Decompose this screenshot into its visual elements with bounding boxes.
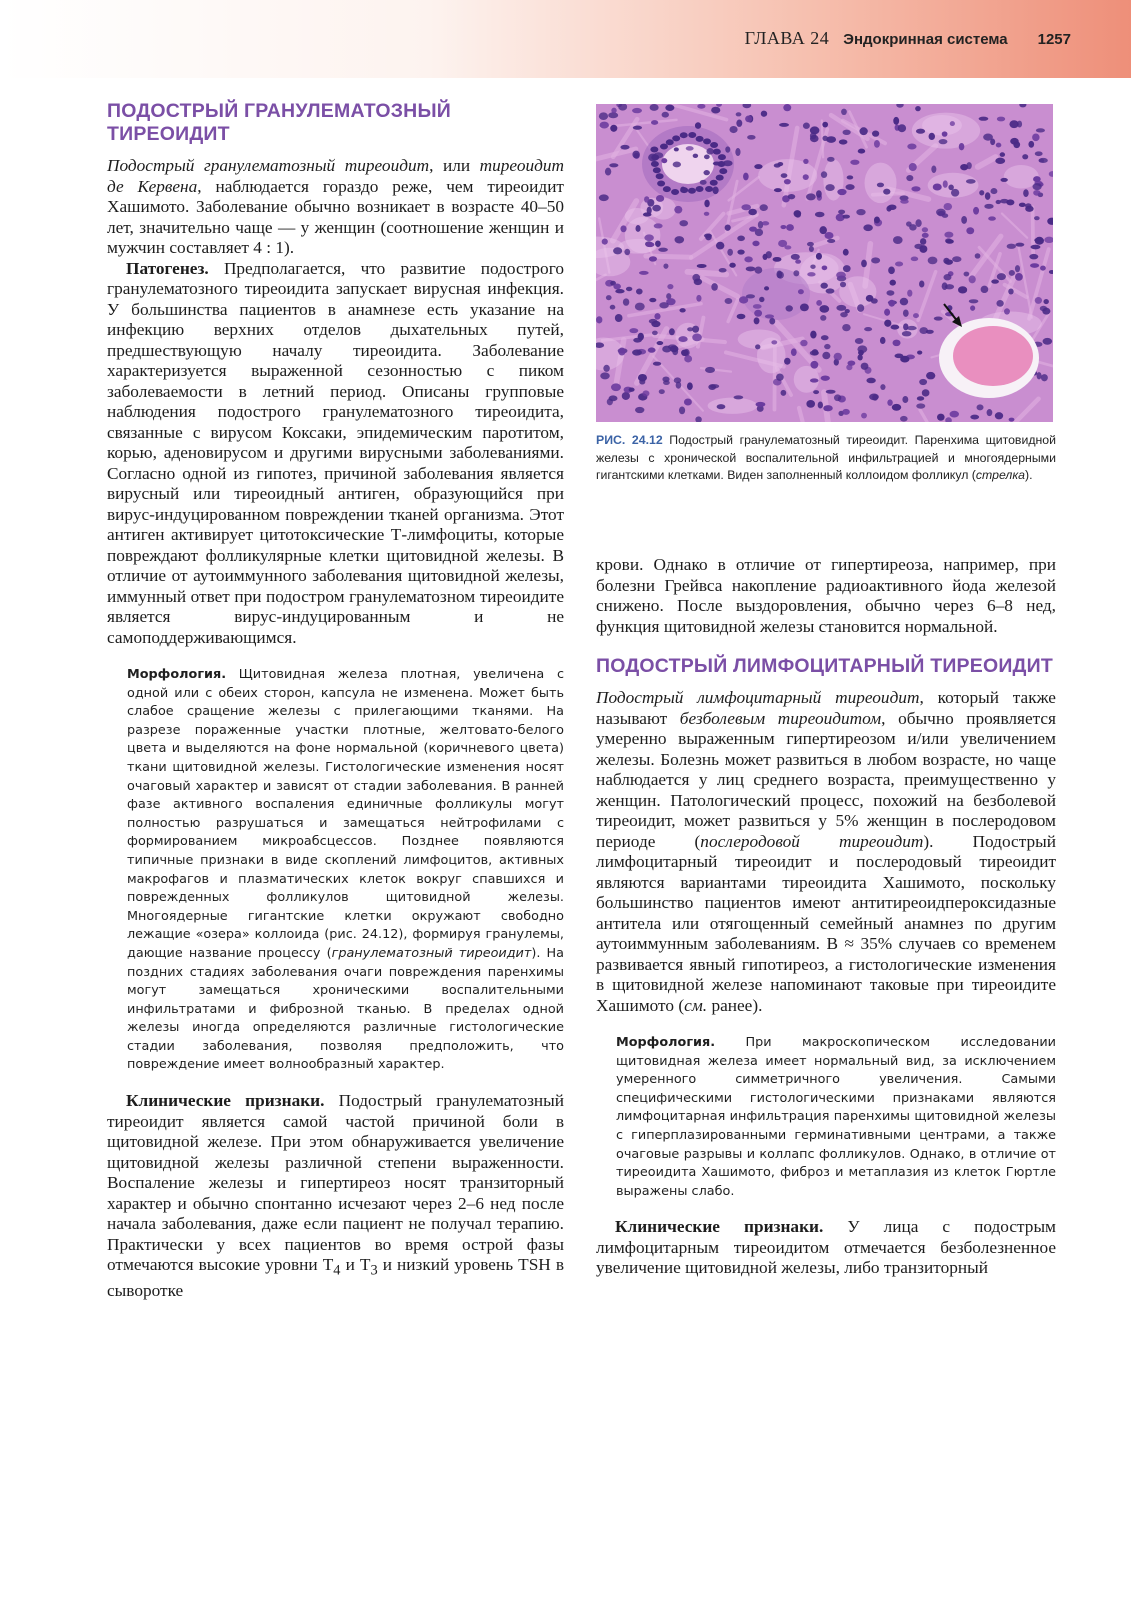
- histology-micrograph: [596, 104, 1053, 422]
- morphology-box-left: Морфология. Щитовидная железа плотная, увеличена с одной или с обеих сторон, капсула не изменена. Может быть слабое сращение железы с прилегающими тканями. На разрезе пораженные участки плотные, желтовато-белого цвета и выделяются на фоне нормальной (коричневого цвета) ткани щитовидной железы. Гистологические изменения носят очаговый характер и зависят от стадии заболевания. В ранней фазе активного воспаления единичные фолликулы могут полностью разрушаться и замещаться нейтрофилами с формированием микроабсцессов. Позднее появляются типичные признаки в виде скоплений лимфоцитов, активных макрофагов и плазматических клеток вокруг спавшихся и поврежденных фолликулов щитовидной железы. Многоядерные гигантские клетки окружают свободно лежащие «озера» коллоида (рис. 24.12), формируя гранулемы, дающие название процессу (гранулематозный тиреоидит). На поздних стадиях заболевания очаги повреждения паренхимы могут замещаться хроническими воспалительными инфильтратами и фиброзной тканью. В пределах одной железы иногда определяются различные гистологические стадии заболевания, позволяя предположить, что повреждение имеет волнообразный характер.: [127, 667, 565, 1073]
- figure-label: РИС. 24.12: [596, 433, 663, 447]
- continuation-paragraph: крови. Однако в отличие от гипертиреоза, например, при болезни Грейвса накопление радиоактивного йода железой снижено. После выздоровления, обычно через 6–8 нед, функция щитовидной железы становится нормальной.: [596, 555, 1056, 636]
- figure-caption: РИС. 24.12 Подострый гранулематозный тиреоидит. Паренхима щитовидной железы с хронической воспалительной инфильтрацией и многоядерными гигантскими клетками. Виден заполненный коллоидом фолликул (стрелка).: [596, 433, 1056, 482]
- pathogenesis-paragraph: Патогенез. Предполагается, что развитие подострого гранулематозного тиреоидита запускает вирусная инфекция. У большинства пациентов в анамнезе есть указание на инфекцию верхних отделов дыхательных путей, предшествующую началу тиреоидита. Заболевание характеризуется выраженной сезонностью с пиком заболеваемости в летний период. Описаны групповые наблюдения подострого гранулематозного тиреоидита, связанные с вирусом Коксаки, эпидемическим паротитом, корью, аденовирусом и другими вирусными заболеваниями. Согласно одной из гипотез, причиной заболевания является вирусный или тиреоидный антиген, образующийся при вирус-индуцированном повреждении тканей организма. Этот антиген активирует цитотоксические Т-лимфоциты, которые повреждают фолликулярные клетки щитовидной железы. В отличие от аутоиммунного заболевания щитовидной железы, иммунный ответ при подостром гранулематозном тиреоидите является вирус-индуцированным и не самоподдерживающимся.: [107, 258, 564, 647]
- section-title: Эндокринная система: [843, 31, 1008, 48]
- right-column: [596, 555, 1056, 1279]
- section-heading-lymphocytic: ПОДОСТРЫЙ ЛИМФОЦИТАРНЫЙ ТИРЕОИДИТ: [596, 655, 1053, 677]
- morphology-box-right: Морфология. При макроскопическом исследовании щитовидная железа имеет нормальный вид, за исключением умеренного симметричного увеличения. Самыми специфическими гистологическими признаками являются лимфоцитарная инфильтрация паренхимы щитовидной железы с гиперплазированными герминативными центрами, а также очаговые разрывы и коллапс фолликулов. Однако, в отличие от тиреоидита Хашимото, фиброз и метаплазия из клеток Гюртле выражены слабо.: [616, 1035, 1056, 1199]
- lymphocytic-intro-paragraph: Подострый лимфоцитарный тиреоидит, который также называют безболевым тиреоидитом, обычно проявляется умеренно выраженным гипертиреозом и/или увеличением железы. Болезнь может развиться в любом возрасте, но чаще наблюдается у лиц среднего возраста, преимущественно у женщин. Патологический процесс, похожий на безболевой тиреоидит, может развиться у 5% женщин в послеродовом периоде (послеродовой тиреоидит). Подострый лимфоцитарный тиреоидит и послеродовый тиреоидит являются вариантами тиреоидита Хашимото, поскольку большинство пациентов имеют антитиреоидпероксидазные антитела или отягощенный семейный анамнез по другим аутоиммунным заболеваниям. В ≈ 35% случаев со временем развивается явный гипотиреоз, а гистологические изменения в щитовидной железе напоминают таковые при тиреоидите Хашимото (см. ранее).: [596, 688, 1057, 1015]
- left-column: [107, 100, 564, 1302]
- micrograph-image: [596, 104, 1053, 422]
- clinical-paragraph-right: Клинические признаки. У лица с подострым лимфоцитарным тиреоидитом отмечается безболезненное увеличение щитовидной железы, либо транзиторный: [596, 1217, 1056, 1278]
- intro-paragraph: Подострый гранулематозный тиреоидит, или тиреоидит де Кервена, наблюдается гораздо реже, чем тиреоидит Хашимото. Заболевание обычно возникает в возрасте 40–50 лет, значительно чаще — у женщин (соотношение женщин и мужчин составляет 4 : 1).: [107, 156, 564, 257]
- chapter-label: ГЛАВА 24: [744, 28, 830, 48]
- clinical-paragraph-left: Клинические признаки. Подострый гранулематозный тиреоидит является самой частой причиной боли в щитовидной железе. При этом обнаруживается увеличение щитовидной железы различной степени выраженности. Воспаление железы и гипертиреоз носят транзиторный характер и обычно спонтанно исчезают через 2–6 нед после начала заболевания, даже если пациент не получал терапию. Практически у всех пациентов во время острой фазы отмечаются высокие уровни $T_4$ и $T_3$ и низкий уровень TSH в сыворотке: [107, 1091, 565, 1301]
- running-header: [745, 28, 1071, 49]
- page-number: 1257: [1037, 31, 1071, 48]
- section-heading-granulomatous: ПОДОСТРЫЙ ГРАНУЛЕМАТОЗНЫЙ ТИРЕОИДИТ: [107, 100, 451, 145]
